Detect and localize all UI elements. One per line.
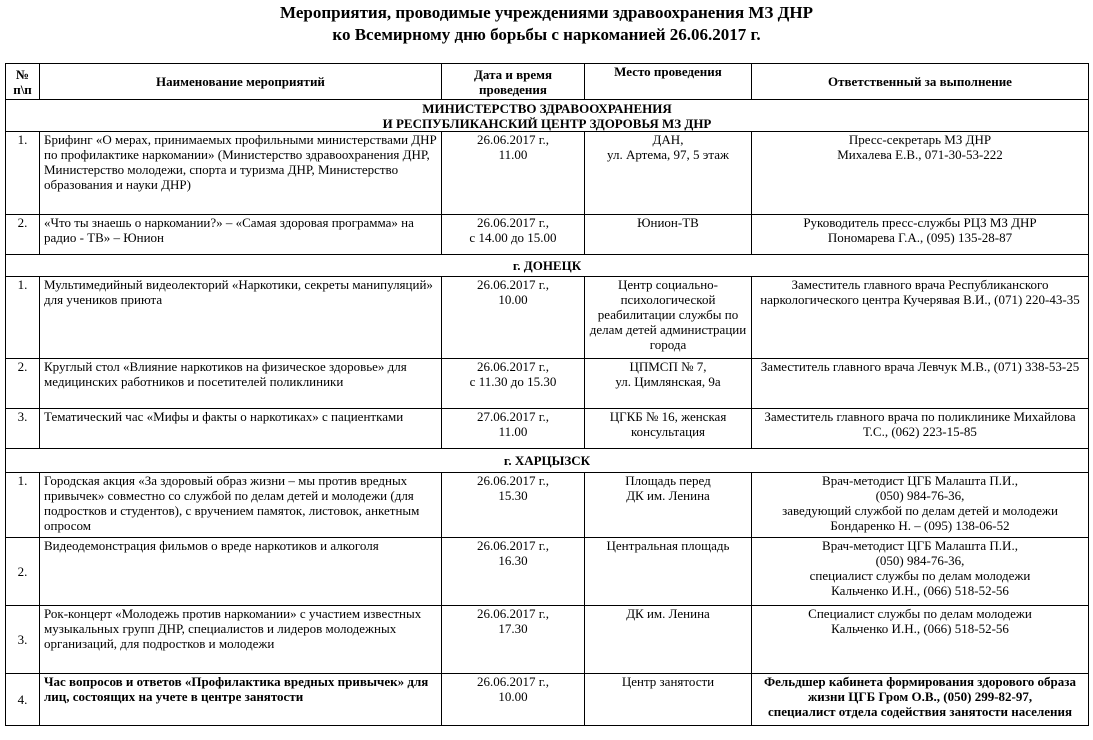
table-row bbox=[6, 606, 1089, 674]
table-row bbox=[6, 409, 1089, 449]
event-name: Брифинг «О мерах, принимаемых профильными министерствами ДНР по профилактике наркомании» (Министерство здравоохранения ДНР, Министерство молодежи, спорта и туризма ДНР, Министерство образования и науки ДНР) bbox=[40, 132, 442, 215]
event-place: Площадь перед ДК им. Ленина bbox=[585, 473, 752, 538]
events-table bbox=[5, 63, 1089, 726]
column-header-name: Наименование мероприятий bbox=[40, 64, 442, 100]
row-number: 1. bbox=[6, 277, 40, 359]
event-name: Час вопросов и ответов «Профилактика вредных привычек» для лиц, состоящих на учете в центре занятости bbox=[40, 674, 442, 726]
row-number: 3. bbox=[6, 409, 40, 449]
row-number: 1. bbox=[6, 473, 40, 538]
section-header bbox=[6, 100, 1089, 132]
event-name: Круглый стол «Влияние наркотиков на физическое здоровье» для медицинских работников и посетителей поликлиники bbox=[40, 359, 442, 409]
event-place: ЦПМСП № 7, ул. Цимлянская, 9а bbox=[585, 359, 752, 409]
event-name: Видеодемонстрация фильмов о вреде наркотиков и алкоголя bbox=[40, 538, 442, 606]
event-responsible: Врач-методист ЦГБ Малашта П.И., (050) 984-76-36, специалист службы по делам молодежи Кальченко И.Н., (066) 518-52-56 bbox=[752, 538, 1089, 606]
table-row bbox=[6, 215, 1089, 255]
column-header-num: № п\п bbox=[6, 64, 40, 100]
event-responsible: Врач-методист ЦГБ Малашта П.И., (050) 984-76-36, заведующий службой по делам детей и молодежи Бондаренко Н. – (095) 138-06-52 bbox=[752, 473, 1089, 538]
section-header bbox=[6, 255, 1089, 277]
event-responsible: Специалист службы по делам молодежи Кальченко И.Н., (066) 518-52-56 bbox=[752, 606, 1089, 674]
table-row bbox=[6, 538, 1089, 606]
column-header-date: Дата и время проведения bbox=[442, 64, 585, 100]
event-responsible: Заместитель главного врача по поликлинике Михайлова Т.С., (062) 223-15-85 bbox=[752, 409, 1089, 449]
column-header-responsible: Ответственный за выполнение bbox=[752, 64, 1089, 100]
row-number: 2. bbox=[6, 359, 40, 409]
event-date: 26.06.2017 г., 17.30 bbox=[442, 606, 585, 674]
column-header-place: Место проведения bbox=[585, 64, 752, 100]
event-date: 26.06.2017 г., 10.00 bbox=[442, 674, 585, 726]
event-responsible: Заместитель главного врача Республиканского наркологического центра Кучерявая В.И., (071) 220-43-35 bbox=[752, 277, 1089, 359]
event-date: 27.06.2017 г., 11.00 bbox=[442, 409, 585, 449]
table-row bbox=[6, 674, 1089, 726]
event-name: Тематический час «Мифы и факты о наркотиках» с пациентками bbox=[40, 409, 442, 449]
event-date: 26.06.2017 г., 15.30 bbox=[442, 473, 585, 538]
section-title: МИНИСТЕРСТВО ЗДРАВООХРАНЕНИЯ bbox=[422, 100, 672, 116]
event-date: 26.06.2017 г., с 14.00 до 15.00 bbox=[442, 215, 585, 255]
event-place: Центр занятости bbox=[585, 674, 752, 726]
event-place: ЦГКБ № 16, женская консультация bbox=[585, 409, 752, 449]
event-date: 26.06.2017 г., 16.30 bbox=[442, 538, 585, 606]
document-title-line2: ко Всемирному дню борьбы с наркоманией 26.06.2017 г. bbox=[332, 25, 761, 44]
event-place: Юнион-ТВ bbox=[585, 215, 752, 255]
section-header bbox=[6, 449, 1089, 473]
event-name: Рок-концерт «Молодежь против наркомании» с участием известных музыкальных групп ДНР, специалистов и лидеров молодежных организаций, для подростков и молодежи bbox=[40, 606, 442, 674]
section-title: И РЕСПУБЛИКАНСКИЙ ЦЕНТР ЗДОРОВЬЯ МЗ ДНР bbox=[382, 115, 712, 131]
row-number: 3. bbox=[6, 606, 40, 674]
event-date: 26.06.2017 г., 10.00 bbox=[442, 277, 585, 359]
table-row bbox=[6, 473, 1089, 538]
row-number: 2. bbox=[6, 215, 40, 255]
table-row bbox=[6, 359, 1089, 409]
table-row bbox=[6, 277, 1089, 359]
event-place: ДАН, ул. Артема, 97, 5 этаж bbox=[585, 132, 752, 215]
event-responsible: Фельдшер кабинета формирования здорового образа жизни ЦГБ Гром О.В., (050) 299-82-97, специалист отдела содействия занятости населения bbox=[752, 674, 1089, 726]
section-title: г. ДОНЕЦК bbox=[6, 255, 1089, 277]
row-number: 1. bbox=[6, 132, 40, 215]
event-place: Центральная площадь bbox=[585, 538, 752, 606]
event-place: Центр социально-психологической реабилитации службы по делам детей администрации города bbox=[585, 277, 752, 359]
event-date: 26.06.2017 г., 11.00 bbox=[442, 132, 585, 215]
event-responsible: Заместитель главного врача Левчук М.В., (071) 338-53-25 bbox=[752, 359, 1089, 409]
section-title: г. ХАРЦЫЗСК bbox=[6, 449, 1089, 473]
event-place: ДК им. Ленина bbox=[585, 606, 752, 674]
event-responsible: Руководитель пресс-службы РЦЗ МЗ ДНР Пономарева Г.А., (095) 135-28-87 bbox=[752, 215, 1089, 255]
event-responsible: Пресс-секретарь МЗ ДНР Михалева Е.В., 071-30-53-222 bbox=[752, 132, 1089, 215]
row-number: 2. bbox=[6, 538, 40, 606]
table-row bbox=[6, 132, 1089, 215]
document-title bbox=[0, 2, 1093, 46]
row-number: 4. bbox=[6, 674, 40, 726]
table-header-row bbox=[6, 64, 1089, 100]
event-name: «Что ты знаешь о наркомании?» – «Самая здоровая программа» на радио - ТВ» – Юнион bbox=[40, 215, 442, 255]
event-name: Мультимедийный видеолекторий «Наркотики, секреты манипуляций» для учеников приюта bbox=[40, 277, 442, 359]
event-date: 26.06.2017 г., с 11.30 до 15.30 bbox=[442, 359, 585, 409]
document-title-line1: Мероприятия, проводимые учреждениями здравоохранения МЗ ДНР bbox=[280, 3, 813, 22]
event-name: Городская акция «За здоровый образ жизни – мы против вредных привычек» совместно со службой по делам детей и молодежи (для подростков и студентов), с вручением памяток, листовок, анкетным опросом bbox=[40, 473, 442, 538]
